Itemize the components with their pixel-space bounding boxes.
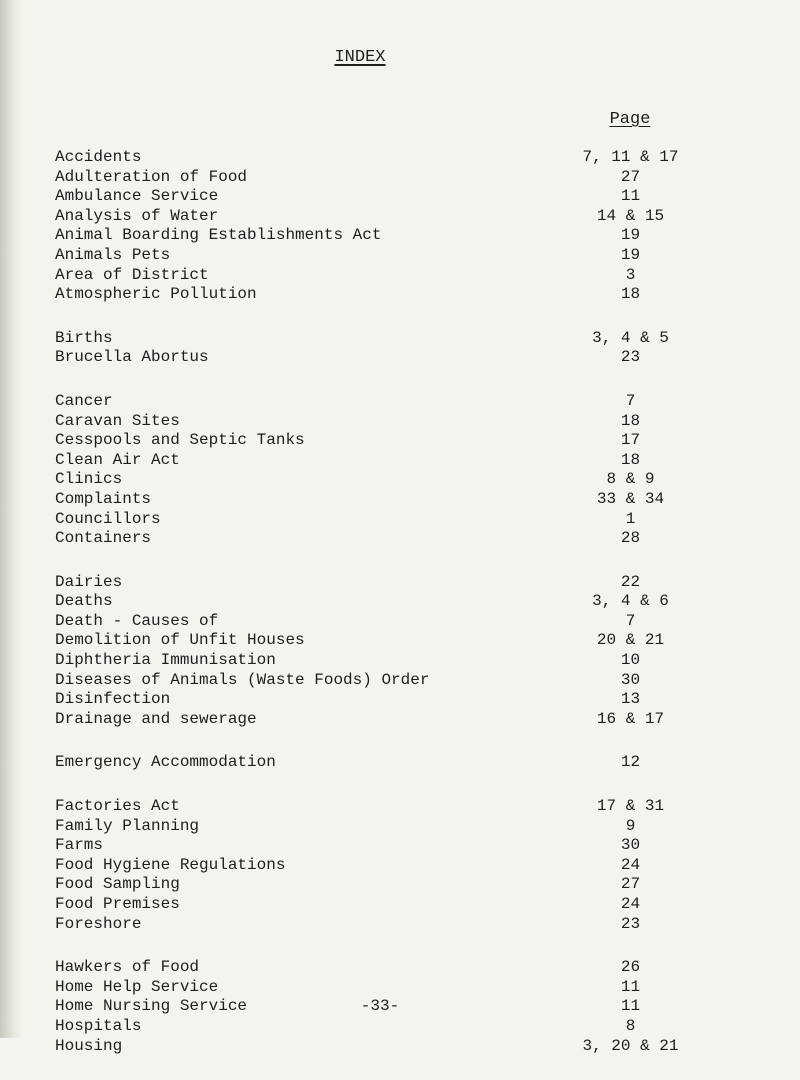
index-page-refs: 7 bbox=[625, 391, 636, 410]
index-page-refs: 23 bbox=[620, 914, 641, 933]
index-entry bbox=[55, 978, 755, 998]
index-page-refs: 24 bbox=[620, 855, 641, 874]
index-entry bbox=[55, 710, 755, 730]
index-page-refs: 3, 4 & 5 bbox=[592, 328, 669, 347]
index-page-refs: 11 bbox=[620, 187, 641, 206]
index-group bbox=[55, 573, 755, 730]
index-page-refs: 8 bbox=[625, 1016, 636, 1035]
index-group bbox=[55, 148, 755, 305]
index-term: Clean Air Act bbox=[55, 450, 180, 469]
page-number: -33- bbox=[360, 997, 400, 1015]
index-page-refs: 33 & 34 bbox=[596, 489, 665, 508]
index-entry bbox=[55, 797, 755, 817]
index-entry bbox=[55, 592, 755, 612]
index-term: Caravan Sites bbox=[55, 411, 180, 430]
index-entry bbox=[55, 651, 755, 671]
index-term: Ambulance Service bbox=[55, 187, 219, 206]
index-term: Hawkers of Food bbox=[55, 958, 200, 977]
index-entry bbox=[55, 348, 755, 368]
index-term: Emergency Accommodation bbox=[55, 753, 276, 772]
scan-edge-shadow bbox=[0, 0, 22, 1038]
index-entry bbox=[55, 285, 755, 305]
index-page-refs: 11 bbox=[620, 997, 641, 1016]
index-entry bbox=[55, 836, 755, 856]
index-entry bbox=[55, 753, 755, 773]
index-entry bbox=[55, 958, 755, 978]
index-page-refs: 11 bbox=[620, 977, 641, 996]
index-title: INDEX bbox=[334, 48, 386, 67]
index-term: Death - Causes of bbox=[55, 611, 219, 630]
index-term: Adulteration of Food bbox=[55, 167, 248, 186]
index-entries bbox=[55, 148, 755, 1080]
index-term: Foreshore bbox=[55, 914, 142, 933]
index-entry bbox=[55, 573, 755, 593]
index-entry bbox=[55, 856, 755, 876]
index-term: Births bbox=[55, 328, 113, 347]
index-term: Analysis of Water bbox=[55, 206, 219, 225]
index-page-refs: 19 bbox=[620, 226, 641, 245]
index-entry bbox=[55, 431, 755, 451]
index-entry bbox=[55, 266, 755, 286]
index-term: Disinfection bbox=[55, 690, 171, 709]
index-term: Containers bbox=[55, 529, 152, 548]
index-page-refs: 18 bbox=[620, 411, 641, 430]
index-term: Farms bbox=[55, 836, 104, 855]
index-page-refs: 17 & 31 bbox=[596, 797, 665, 816]
index-page-refs: 9 bbox=[625, 816, 636, 835]
index-term: Diseases of Animals (Waste Foods) Order bbox=[55, 670, 430, 689]
index-page-refs: 14 & 15 bbox=[596, 206, 665, 225]
index-page-refs: 23 bbox=[620, 348, 641, 367]
index-page-refs: 27 bbox=[620, 875, 641, 894]
index-entry bbox=[55, 392, 755, 412]
index-page-refs: 8 & 9 bbox=[606, 470, 655, 489]
index-term: Diphtheria Immunisation bbox=[55, 651, 276, 670]
index-page-refs: 12 bbox=[620, 753, 641, 772]
index-entry bbox=[55, 148, 755, 168]
index-page-refs: 3, 4 & 6 bbox=[592, 592, 669, 611]
index-entry bbox=[55, 226, 755, 246]
index-term: Demolition of Unfit Houses bbox=[55, 631, 305, 650]
index-page-refs: 24 bbox=[620, 895, 641, 913]
index-term: Animal Boarding Establishments Act bbox=[55, 226, 382, 245]
index-entry bbox=[55, 612, 755, 632]
index-term: Animals Pets bbox=[55, 245, 171, 264]
index-page-refs: 7 bbox=[625, 611, 636, 630]
index-term: Clinics bbox=[55, 470, 123, 489]
index-group bbox=[55, 392, 755, 549]
index-term: Hospitals bbox=[55, 1016, 142, 1035]
index-page-refs: 1 bbox=[625, 509, 636, 528]
index-term: Area of District bbox=[55, 265, 209, 284]
index-entry bbox=[55, 207, 755, 227]
index-page-refs: 30 bbox=[620, 836, 641, 855]
index-page-refs: 17 bbox=[620, 431, 641, 450]
index-group bbox=[55, 797, 755, 934]
index-term: Drainage and sewerage bbox=[55, 709, 257, 728]
index-page-refs: 26 bbox=[620, 958, 641, 977]
page-column-header: Page bbox=[609, 110, 651, 129]
index-entry bbox=[55, 490, 755, 510]
index-term: Brucella Abortus bbox=[55, 348, 209, 367]
index-entry bbox=[55, 817, 755, 837]
index-term: Food Hygiene Regulations bbox=[55, 855, 286, 874]
index-entry bbox=[55, 631, 755, 651]
index-entry bbox=[55, 1037, 755, 1057]
index-term: Home Help Service bbox=[55, 977, 219, 996]
index-term: Cesspools and Septic Tanks bbox=[55, 431, 305, 450]
index-term: Factories Act bbox=[55, 797, 180, 816]
index-entry bbox=[55, 412, 755, 432]
index-page-refs: 19 bbox=[620, 245, 641, 264]
index-page-refs: 20 & 21 bbox=[596, 631, 665, 650]
index-page-refs: 10 bbox=[620, 651, 641, 670]
index-entry bbox=[55, 470, 755, 490]
index-term: Cancer bbox=[55, 391, 113, 410]
index-entry bbox=[55, 510, 755, 530]
index-entry bbox=[55, 690, 755, 710]
index-group bbox=[55, 753, 755, 773]
index-page-refs: 22 bbox=[620, 572, 641, 591]
index-entry bbox=[55, 671, 755, 691]
index-page-refs: 16 & 17 bbox=[596, 709, 665, 728]
index-term: Accidents bbox=[55, 148, 142, 166]
index-term: Housing bbox=[55, 1036, 123, 1055]
index-page-refs: 3 bbox=[625, 265, 636, 284]
index-entry bbox=[55, 895, 755, 915]
index-entry bbox=[55, 529, 755, 549]
index-term: Family Planning bbox=[55, 816, 200, 835]
index-entry bbox=[55, 168, 755, 188]
index-term: Complaints bbox=[55, 489, 152, 508]
index-term: Councillors bbox=[55, 509, 161, 528]
index-entry bbox=[55, 329, 755, 349]
index-page-refs: 18 bbox=[620, 285, 641, 304]
index-term: Atmospheric Pollution bbox=[55, 285, 257, 304]
index-term: Food Sampling bbox=[55, 875, 180, 894]
index-page-refs: 30 bbox=[620, 670, 641, 689]
index-page-refs: 18 bbox=[620, 450, 641, 469]
index-term: Food Premises bbox=[55, 895, 180, 913]
index-entry bbox=[55, 875, 755, 895]
index-term: Home Nursing Service bbox=[55, 997, 248, 1016]
index-entry bbox=[55, 451, 755, 471]
index-term: Dairies bbox=[55, 572, 123, 591]
index-page-refs: 13 bbox=[620, 690, 641, 709]
index-entry bbox=[55, 1017, 755, 1037]
index-entry bbox=[55, 246, 755, 266]
index-term: Deaths bbox=[55, 592, 113, 611]
index-entry bbox=[55, 187, 755, 207]
index-page-refs: 27 bbox=[620, 167, 641, 186]
index-group bbox=[55, 329, 755, 368]
index-page-refs: 7, 11 & 17 bbox=[582, 148, 679, 166]
index-page-refs: 3, 20 & 21 bbox=[582, 1036, 679, 1055]
index-entry bbox=[55, 915, 755, 935]
index-page-refs: 28 bbox=[620, 529, 641, 548]
